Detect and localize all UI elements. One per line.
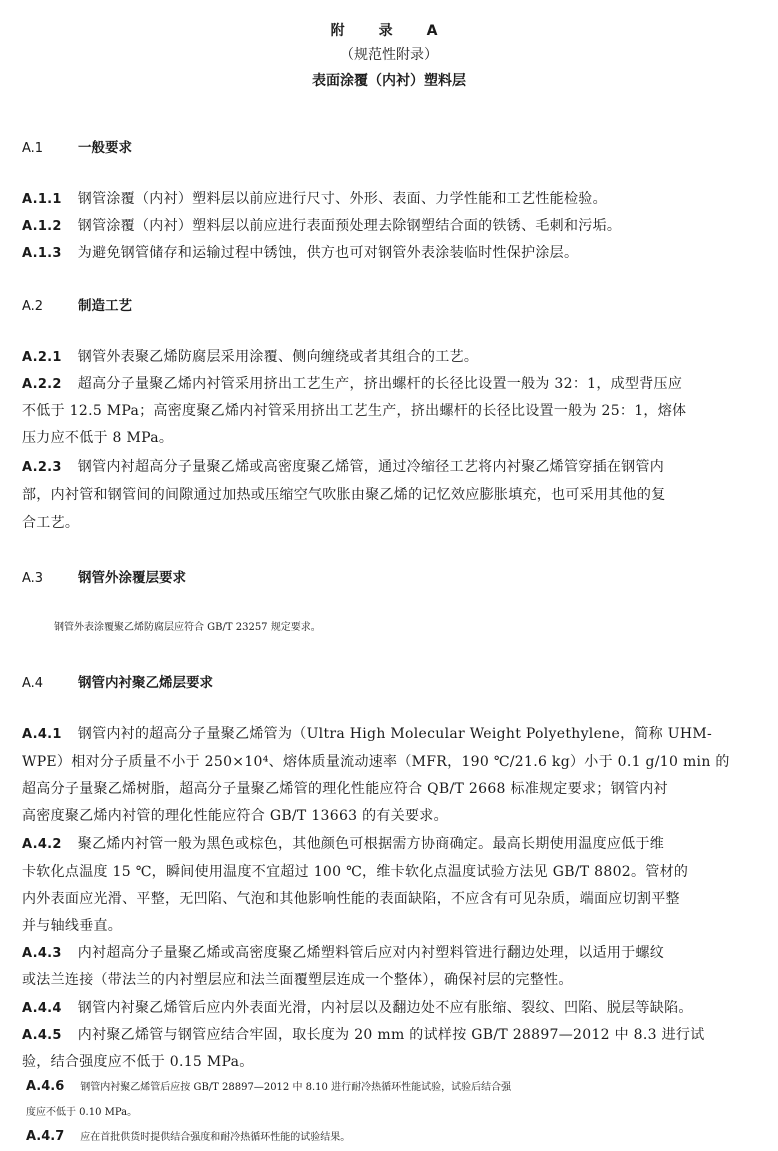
section-title: 一般要求	[78, 140, 132, 156]
clause-a1-2	[22, 215, 772, 235]
clause-a4-6	[26, 1078, 776, 1094]
clause-a4-2-line3: 内外表面应光滑、平整，无凹陷、气泡和其他影响性能的表面缺陷，不应含有可见杂质，端面应切割平整	[22, 891, 680, 907]
section-a2-heading	[22, 294, 132, 314]
clause-text: 钢管内衬聚乙烯管后应内外表面光滑，内衬层以及翻边处不应有胀缩、裂纹、凹陷、脱层等缺陷。	[77, 1000, 693, 1016]
section-a3-heading	[22, 566, 186, 586]
clause-a4-1-line4: 高密度聚乙烯内衬管的理化性能应符合 GB/T 13663 的有关要求。	[22, 808, 448, 824]
clause-a4-3	[22, 942, 772, 962]
clause-number: A.1.3	[22, 246, 62, 261]
clause-a2-2	[22, 373, 772, 393]
clause-text: 内衬超高分子量聚乙烯或高密度聚乙烯塑料管后应对内衬塑料管进行翻边处理，以适用于螺纹	[77, 945, 665, 961]
clause-text: 钢管内衬的超高分子量聚乙烯管为（Ultra High Molecular Weight Polyethylene，简称 UHM-	[77, 726, 712, 742]
appendix-heading: 表面涂覆（内衬）塑料层	[312, 73, 466, 89]
clause-number: A.1.1	[22, 192, 62, 207]
clause-a1-3	[22, 242, 772, 262]
clause-number: A.4.2	[22, 837, 62, 852]
clause-a4-5	[22, 1024, 772, 1044]
clause-a2-1	[22, 346, 772, 366]
clause-text: 超高分子量聚乙烯内衬管采用挤出工艺生产，挤出螺杆的长径比设置一般为 32：1，成型背压应	[77, 376, 683, 392]
clause-a4-2-line2: 卡软化点温度 15 ℃，瞬间使用温度不宜超过 100 ℃，维卡软化点温度试验方法见 GB/T 8802。管材的	[22, 864, 689, 880]
section-a3-text: 钢管外表涂覆聚乙烯防腐层应符合 GB/T 23257 规定要求。	[54, 622, 321, 633]
clause-a4-7	[26, 1128, 776, 1144]
clause-a4-5-line2: 验，结合强度应不低于 0.15 MPa。	[22, 1054, 254, 1070]
appendix-subtitle: （规范性附录）	[340, 47, 438, 63]
clause-a4-2-line4: 并与轴线垂直。	[22, 918, 123, 934]
section-a4-heading	[22, 671, 213, 691]
section-number: A.4	[22, 676, 44, 691]
clause-text: 应在首批供货时提供结合强度和耐冷热循环性能的试验结果。	[80, 1132, 351, 1143]
clause-number: A.2.2	[22, 377, 62, 392]
clause-a2-3	[22, 456, 772, 476]
clause-a2-3-line3: 合工艺。	[22, 515, 80, 531]
section-number: A.1	[22, 141, 44, 156]
clause-a4-1-line3: 超高分子量聚乙烯树脂，超高分子量聚乙烯管的理化性能应符合 QB/T 2668 标准规定要求；钢管内衬	[22, 781, 668, 797]
section-title: 钢管外涂覆层要求	[78, 570, 186, 586]
clause-a4-1	[22, 723, 772, 743]
clause-a4-1-line2: WPE）相对分子质量不小于 250×10⁴、熔体质量流动速率（MFR，190 ℃/21.6 kg）小于 0.1 g/10 min 的	[22, 754, 730, 770]
section-title: 制造工艺	[78, 298, 132, 314]
clause-text: 钢管外表聚乙烯防腐层采用涂覆、侧向缠绕或者其组合的工艺。	[77, 349, 479, 365]
clause-text: 钢管内衬超高分子量聚乙烯或高密度聚乙烯管，通过冷缩径工艺将内衬聚乙烯管穿插在钢管内	[77, 459, 665, 475]
clause-text: 内衬聚乙烯管与钢管应结合牢固，取长度为 20 mm 的试样按 GB/T 28897—2012 中 8.3 进行试	[77, 1027, 705, 1043]
appendix-title: 附 录 A	[330, 23, 448, 39]
clause-number: A.4.3	[22, 946, 62, 961]
clause-number: A.4.5	[22, 1028, 62, 1043]
clause-number: A.4.1	[22, 727, 62, 742]
clause-text: 聚乙烯内衬管一般为黑色或棕色，其他颜色可根据需方协商确定。最高长期使用温度应低于维	[77, 836, 665, 852]
clause-number: A.4.7	[26, 1129, 65, 1144]
clause-a4-3-line2: 或法兰连接（带法兰的内衬塑层应和法兰面覆塑层连成一个整体），确保衬层的完整性。	[22, 972, 573, 988]
clause-text: 为避免钢管储存和运输过程中锈蚀，供方也可对钢管外表涂装临时性保护涂层。	[77, 245, 579, 261]
clause-number: A.4.4	[22, 1001, 62, 1016]
section-number: A.2	[22, 299, 44, 314]
clause-a4-6-line2: 度应不低于 0.10 MPa。	[26, 1107, 138, 1118]
clause-a4-2	[22, 833, 772, 853]
clause-a2-2-line3: 压力应不低于 8 MPa。	[22, 430, 174, 446]
clause-a2-2-line2: 不低于 12.5 MPa；高密度聚乙烯内衬管采用挤出工艺生产，挤出螺杆的长径比设置一般为 25：1，熔体	[22, 403, 687, 419]
clause-text: 钢管涂覆（内衬）塑料层以前应进行表面预处理去除钢塑结合面的铁锈、毛刺和污垢。	[77, 218, 622, 234]
clause-text: 钢管内衬聚乙烯管后应按 GB/T 28897—2012 中 8.10 进行耐冷热循环性能试验，试验后结合强	[80, 1082, 512, 1093]
clause-a1-1	[22, 188, 772, 208]
clause-a4-4	[22, 997, 772, 1017]
clause-number: A.1.2	[22, 219, 62, 234]
section-number: A.3	[22, 571, 44, 586]
section-a1-heading	[22, 136, 132, 156]
clause-number: A.2.1	[22, 350, 62, 365]
clause-number: A.4.6	[26, 1079, 65, 1094]
clause-a2-3-line2: 部，内衬管和钢管间的间隙通过加热或压缩空气吹胀由聚乙烯的记忆效应膨胀填充，也可采用其他的复	[22, 487, 666, 503]
clause-number: A.2.3	[22, 460, 62, 475]
clause-text: 钢管涂覆（内衬）塑料层以前应进行尺寸、外形、表面、力学性能和工艺性能检验。	[77, 191, 607, 207]
section-title: 钢管内衬聚乙烯层要求	[78, 675, 213, 691]
